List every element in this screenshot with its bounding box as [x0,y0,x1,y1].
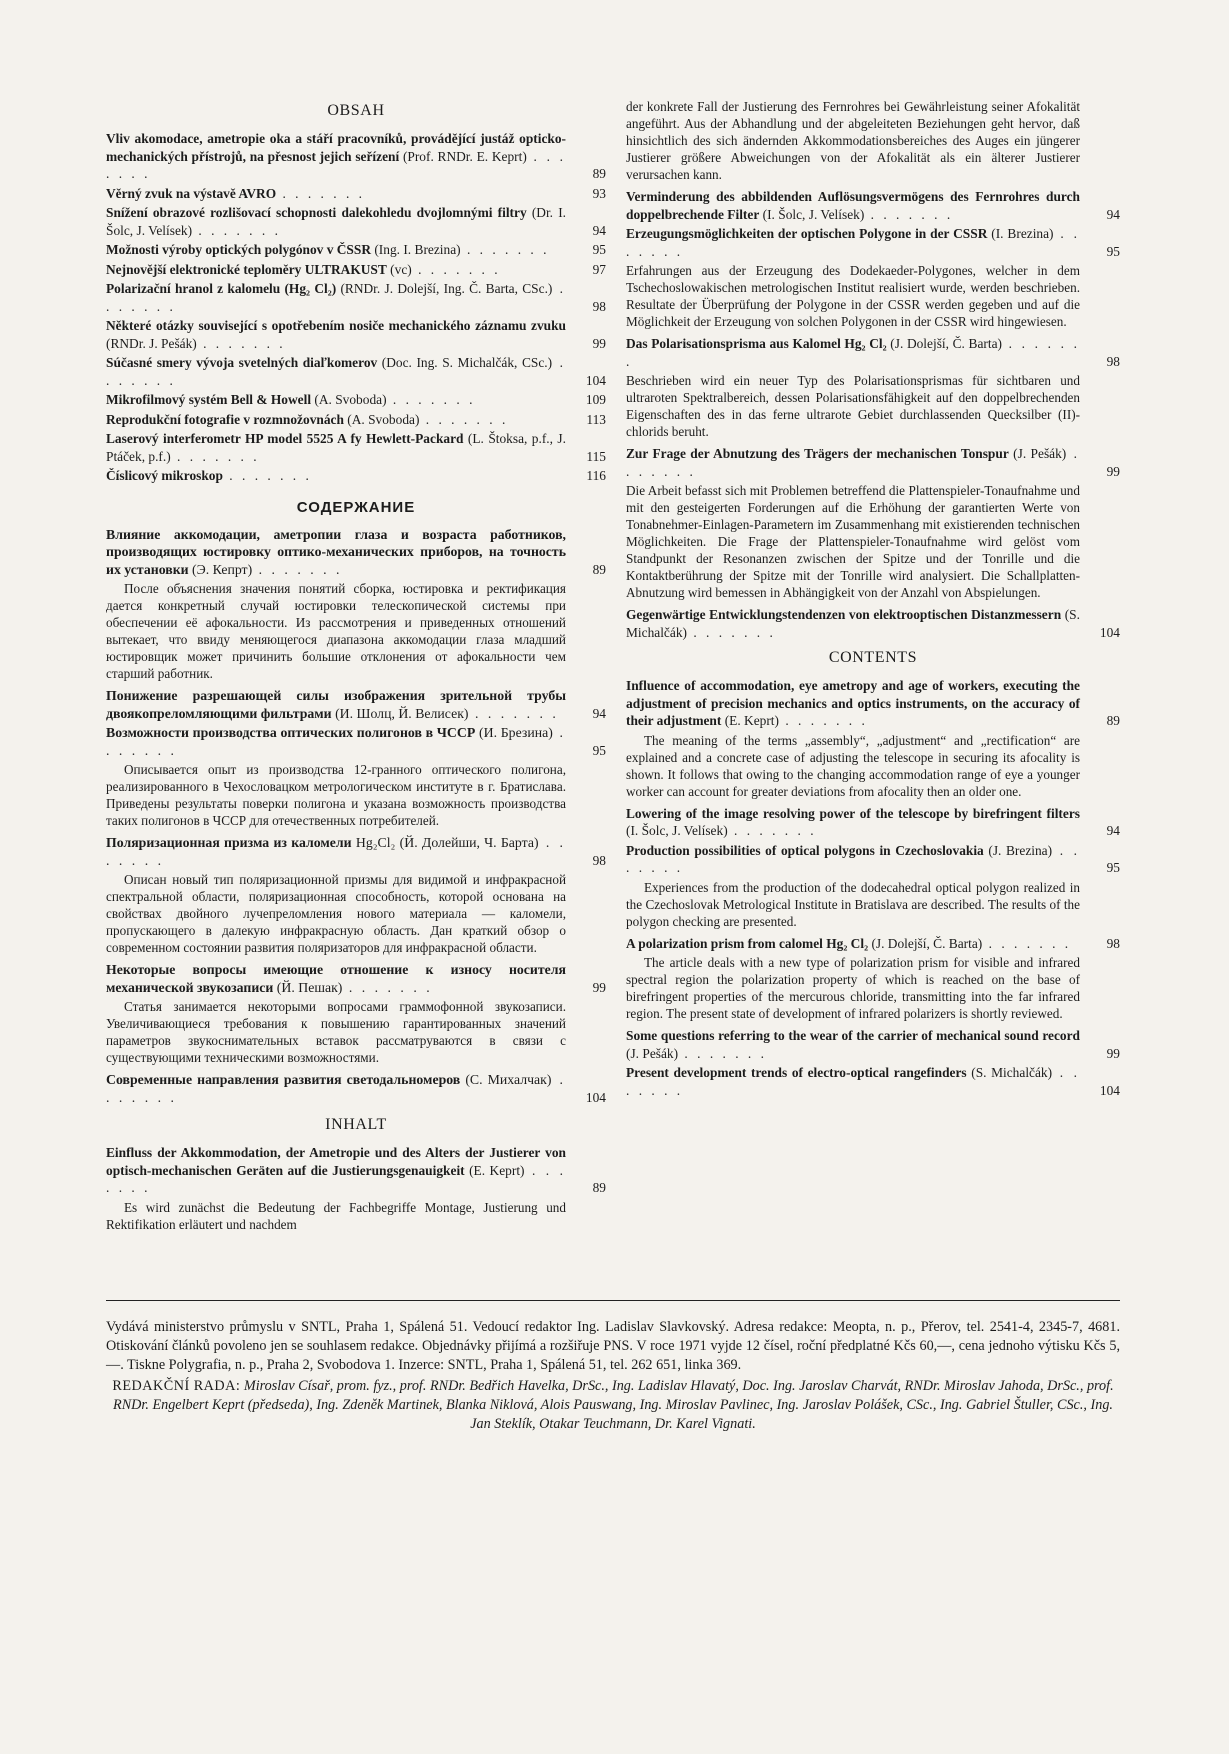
leader-dots: . . . . . . . [196,335,286,351]
entry-author: (I. Brezina) [987,226,1054,241]
leader-dots: . . . . . . . [982,935,1072,951]
entry-page-number: 89 [1106,713,1120,728]
toc-entry[interactable] [626,335,1120,370]
toc-entry[interactable] [626,1064,1120,1099]
contents-section [626,649,1120,1099]
entry-page-number: 104 [585,372,606,388]
entry-page-number: 98 [592,852,606,868]
toc-entry[interactable] [106,391,606,409]
toc-item [106,391,606,409]
entry-abstract: Experiences from the production of the dodecahedral optical polygon realized in the Czechoslovak Metrological Institute in Bratislava are described. The results of the polygon checking are presented. [626,879,1080,929]
leader-dots: . . . . . . . [386,392,476,407]
entry-page-number: 97 [592,261,606,277]
entry-title: Einfluss der Akkommodation, der Ametropie und des Alters der Justierer von optisch-mechanischen Geräten auf die Justierungsgenauigkeit [106,1145,566,1178]
leader-dots: . . . . . . . [276,185,365,201]
toc-item [106,687,606,722]
entry-author: (S. Michalčák) [966,1065,1053,1080]
entry-title-line [106,834,566,869]
left-column [106,100,606,1238]
toc-entry[interactable] [626,445,1120,480]
entry-title-line [106,354,566,389]
entry-title: Das Polarisationsprisma aus Kalomel Hg₂ Cl₂ [626,336,887,351]
toc-entry[interactable] [626,677,1120,730]
toc-item [626,935,1120,1023]
entry-title-line [106,130,566,183]
toc-item [106,204,606,239]
toc-entry[interactable] [106,280,606,315]
entry-title-line [106,724,566,759]
toc-item [106,241,606,259]
toc-item [626,1064,1120,1099]
toc-entry[interactable] [106,1071,606,1106]
toc-entry[interactable] [626,1027,1120,1062]
entry-title: Zur Frage der Abnutzung des Trägers der mechanischen Tonspur [626,446,1009,461]
entry-title-line [626,606,1080,641]
entry-title-line [106,391,566,409]
entry-title: Vliv akomodace, ametropie oka a stáří pracovníků, provádějící justáž opticko-mechanických přístrojů, na přesnost jejich seřízení [106,131,566,164]
leader-dots: . . . . . . . [106,148,566,181]
toc-entry[interactable] [106,130,606,183]
entry-author: (J. Pešák) [1008,446,1067,461]
leader-dots: . . . . . . . [106,725,566,758]
toc-item [106,724,606,829]
entry-title-line [626,842,1080,877]
footer-divider [106,1300,1120,1301]
entry-title: Lowering of the image resolving power of the telescope by birefringent filters [626,805,1080,821]
toc-entry[interactable] [106,261,606,279]
toc-item [106,411,606,429]
leader-dots: . . . . . . . [252,561,343,577]
toc-item [626,805,1120,840]
entry-title-line [106,687,566,722]
entry-page-number: 98 [592,298,606,314]
leader-dots: . . . . . . . [342,979,433,995]
entry-abstract: The article deals with a new type of polarization prism for visible and infrared spectral region the polarization property of which is reached on the base of birefringent properties of the mercurous chloride, transmitting into the far infrared region. The present state of development of infrared polarizers is shortly reviewed. [626,955,1080,1021]
leader-dots: . . . . . . . [460,242,550,257]
toc-item [106,1071,606,1106]
toc-item [106,261,606,279]
entry-title-line [626,335,1080,370]
leader-dots: . . . . . . . [626,446,1080,479]
entry-abstract: The meaning of the terms „assembly“, „adjustment“ and „rectification“ are explained and a concrete case of adjusting the telescope in securing its afocality is shown. It follows that owing to the changing accommodation range of eye a younger worker can account for greater deviations from afocality then an older one. [626,732,1080,799]
leader-dots: . . . . . . . [106,355,566,388]
toc-entry[interactable] [106,834,606,869]
entry-page-number: 99 [592,335,606,351]
toc-item [626,606,1120,641]
entry-author: (И. Брезина) [475,725,553,740]
entry-title: Поляризационная призма из каломели [106,835,352,850]
entry-page-number: 89 [592,1180,606,1195]
entry-author: (J. Brezina) [983,842,1053,858]
toc-item [106,961,606,1066]
entry-author: (A. Svoboda) [311,392,387,407]
entry-title-line [626,225,1080,260]
entry-page-number: 98 [1106,935,1120,951]
entry-page-number: 104 [1099,624,1120,640]
entry-author: (L. Štoksa, p.f., J. Ptáček, p.f.) [106,431,566,464]
entry-author: (Й. Пешак) [273,979,343,995]
entry-page-number: 95 [592,742,606,758]
entry-page-number: 99 [1106,463,1120,479]
entry-title-formula: Hg₂Cl₂ [351,835,396,850]
entry-page-number: 93 [592,185,606,201]
soderzhanie-section [106,499,606,1107]
entry-title: Современные направления развития светодальномеров [106,1072,461,1087]
contents-list [626,677,1120,1099]
toc-entry[interactable] [106,430,606,465]
entry-author: (J. Dolejší, Č. Barta) [868,935,983,951]
entry-title: Možnosti výroby optických polygónov v ČSSR [106,242,371,257]
entry-page-number: 95 [592,242,606,257]
entry-title-line [626,677,1080,730]
leader-dots: . . . . . . . [106,281,566,314]
editorial-board-label: REDAKČNÍ RADA: [112,1378,241,1394]
toc-entry[interactable] [106,467,606,485]
entry-author: (A. Svoboda) [343,411,420,427]
entry-title-line [626,1064,1080,1099]
entry-title-line [106,204,566,239]
entry-title: Věrný zvuk na výstavě AVRO [106,185,277,201]
entry-author: (S. Michalčák) [626,607,1080,640]
inhalt-continuation [626,98,1120,641]
entry-title: Понижение разрешающей силы изображения зрительной трубы двоякопреломляющими фильтрами [106,688,566,721]
leader-dots: . . . . . . . [864,206,954,222]
soderzhanie-list [106,526,606,1107]
entry-title: Влияние аккомодации, аметропии глаза и возраста работников, производящих юстировку оптико-механических приборов, на точность их установки [106,526,566,577]
entry-title: Polarizační hranol z kalomelu (Hg₂ Cl₂) [106,281,337,296]
entry-abstract: После объяснения значения понятий сборка, юстировка и ректификация дается конкретный случай юстировки телескопической системы при обеспечении её афокальности. Из рассмотрения и приведенных отношений вытекает, что ввиду меняющегося диапазона аккомодации глаза младший юстировщик может причинить большие отклонения от афокальности чем старший работник. [106,581,566,681]
leader-dots: . . . . . . . [727,823,817,838]
entry-title: Erzeugungsmöglichkeiten der optischen Polygone in der CSSR [626,226,988,241]
entry-author: (И. Шолц, Й. Велисек) [331,705,469,721]
entry-title: Некоторые вопросы имеющие отношение к износу носителя механической звукозаписи [106,962,566,995]
entry-author: (Й. Долейши, Ч. Барта) [395,835,539,850]
entry-title: Snížení obrazové rozlišovací schopnosti dalekohledu dvojlomnými filtry [106,205,527,220]
entry-page-number: 104 [1099,1082,1120,1098]
inhalt-heading: INHALT [325,1116,387,1133]
leader-dots: . . . . . . . [170,448,260,464]
entry-page-number: 89 [592,166,606,181]
entry-author: (E. Keprt) [721,713,779,728]
entry-title: Mikrofilmový systém Bell & Howell [106,392,312,407]
toc-item [626,335,1120,440]
toc-entry[interactable] [626,225,1120,260]
entry-title: Některé otázky související s opotřebením nosiče mechanického záznamu zvuku [106,318,566,333]
entry-title-line [106,961,566,996]
obsah-heading: OBSAH [327,102,385,119]
leader-dots: . . . . . . . [106,835,567,868]
entry-author: (I. Šolc, J. Velísek) [626,823,728,838]
entry-page-number: 95 [1106,243,1120,259]
leader-dots: . . . . . . . [222,468,312,483]
toc-entry[interactable] [106,961,606,996]
entry-title-line [106,280,566,315]
entry-abstract: Описывается опыт из производства 12-гранного оптического полигона, реализированного в Чехословацком метрологическом институте в г. Братислава. Приведены результаты поверки полигона и указана возможность производства таких полигонов в ЧССР для отечественных потребителей. [106,762,566,828]
toc-entry[interactable] [626,805,1120,840]
inhalt-continued-list [626,188,1120,641]
toc-entry[interactable] [626,188,1120,223]
inhalt-section [106,1116,606,1233]
entry-title: Some questions referring to the wear of the carrier of mechanical sound record [626,1028,1080,1043]
toc-entry[interactable] [106,317,606,352]
toc-entry[interactable] [106,241,606,259]
entry-page-number: 104 [585,1089,606,1105]
entry-title: Verminderung des abbildenden Auflösungsvermögens des Fernrohres durch doppelbrechende Filter [626,189,1080,222]
entry-title: Возможности производства оптических полигонов в ЧССР [106,725,476,740]
entry-title-line [106,467,566,485]
toc-item [626,188,1120,223]
entry-page-number: 94 [592,222,606,238]
entry-author: (E. Keprt) [464,1162,525,1178]
leader-dots: . . . . . . . [778,713,868,728]
leader-dots: . . . . . . . [626,336,1080,369]
publisher-info: Vydává ministerstvo průmyslu v SNTL, Praha 1, Spálená 51. Vedoucí redaktor Ing. Ladislav Slavkovský. Adresa redakce: Meopta, n. p., Přerov, tel. 2541-4, 2345-7, 4681. Otiskování článků povoleno jen se souhlasem redakce. Objednávky přijímá a rozšiřuje PNS. V roce 1971 vyjde 12 čísel, roční předplatné Kčs 60,—, cena jednoho výtisku Kčs 5,—. Tiskne Polygrafia, n. p., Praha 2, Svobodova 1. Inzerce: SNTL, Praha 1, Spálená 51, tel. 262 651, linka 369. [106,1319,1120,1373]
toc-item [106,834,606,956]
entry-author: (Э. Кепрт) [188,561,253,577]
entry-abstract: der konkrete Fall der Justierung des Fernrohres bei Gewährleistung seiner Afokalität angeführt. Aus der Abhandlung und der abgeleiteten Beziehungen geht hervor, daß hinsichtlich des sich ändernden Akkommodationsbereiches des Auges ein jüngerer Justierer größere Abweichungen von der Afokalität als ein älterer Justierer verursachen kann. [626,99,1080,182]
entry-title-line [106,411,566,429]
entry-author: (Dr. I. Šolc, J. Velísek) [106,205,566,238]
toc-item [106,1144,606,1233]
leader-dots: . . . . . . . [626,226,1081,259]
toc-entry[interactable] [626,935,1120,953]
entry-author: (J. Dolejší, Č. Barta) [886,336,1003,351]
entry-title: Laserový interferometr HP model 5525 A fy Hewlett-Packard [106,431,464,446]
obsah-list [106,130,606,485]
toc-entry[interactable] [106,526,606,579]
contents-heading: CONTENTS [828,649,918,666]
entry-page-number: 94 [592,705,606,721]
toc-entry[interactable] [106,724,606,759]
toc-item [106,430,606,465]
entry-title-line [106,241,566,259]
leader-dots: . . . . . . . [106,1162,566,1195]
toc-entry[interactable] [106,185,606,203]
entry-page-number: 95 [1106,860,1120,875]
entry-title-line [626,935,1080,953]
toc-entry[interactable] [626,606,1120,641]
imprint-footer [106,1318,1120,1436]
entry-title-line [106,1071,566,1106]
toc-entry[interactable] [106,687,606,722]
entry-title: Súčasné smery vývoja svetelných diaľkomerov [106,355,378,370]
entry-title-line [626,188,1080,223]
soderzhanie-heading: СОДЕРЖАНИЕ [296,498,416,516]
toc-item [626,677,1120,800]
entry-author: (J. Pešák) [626,1045,679,1061]
toc-item [626,1027,1120,1062]
toc-item [106,354,606,389]
inhalt-list [106,1144,606,1233]
entry-title-line [106,1144,566,1197]
entry-author: (Doc. Ing. S. Michalčák, CSc.) [377,355,553,370]
toc-entry[interactable] [106,411,606,429]
leader-dots: . . . . . . . [626,842,1081,875]
entry-page-number: 94 [1106,823,1120,838]
leader-dots: . . . . . . . [468,705,559,721]
toc-item [106,467,606,485]
entry-title: Gegenwärtige Entwicklungstendenzen von elektrooptischen Distanzmessern [626,607,1062,622]
toc-item [106,130,606,183]
toc-item [626,445,1120,601]
entry-title-line [106,185,566,203]
entry-page-number: 89 [592,561,606,577]
entry-author: (Ing. I. Brezina) [371,242,461,257]
toc-entry[interactable] [106,354,606,389]
entry-author: (vc) [386,261,412,277]
entry-title-line [106,261,566,279]
toc-item [106,317,606,352]
entry-abstract: Статья занимается некоторыми вопросами граммофонной звукозаписи. Увеличивающиеся требования к повышению гарантированных значений параметров звукоснимательных вставок рассматруваются в связи с существующими техническими возможностями. [106,999,566,1065]
entry-author: (I. Šolc, J. Velísek) [759,206,865,222]
toc-entry[interactable] [106,1144,606,1197]
entry-abstract: Es wird zunächst die Bedeutung der Fachbegriffe Montage, Justierung und Rektifikation erläutert und nachdem [106,1199,566,1232]
leader-dots: . . . . . . . [686,624,776,640]
entry-title-line [106,317,566,352]
entry-author: (RNDr. J. Pešák) [106,335,197,351]
entry-title: A polarization prism from calomel Hg₂ Cl₂ [626,935,869,951]
entry-author: (Prof. RNDr. E. Keprt) [399,148,527,164]
entry-author: (RNDr. J. Dolejší, Ing. Č. Barta, CSc.) [336,281,553,296]
leader-dots: . . . . . . . [626,1065,1081,1098]
entry-abstract: Erfahrungen aus der Erzeugung des Dodekaeder-Polygones, welcher in dem Tschechoslowakischen metrologischen Institut realisiert wurde, werden beschrieben. Resultate der Überprüfung der Polygone in der CSSR werden gegeben und auf die Möglichkeit der Erzeugung von solchen Polygonen in der CSSR wird hingewiesen. [626,263,1080,329]
entry-title: Present development trends of electro-optical rangefinders [626,1065,967,1080]
obsah-section [106,102,606,485]
entry-page-number: 116 [586,468,606,483]
entry-title: Nejnovější elektronické teploměry ULTRAKUST [106,261,387,277]
entry-page-number: 99 [1106,1045,1120,1061]
toc-entry[interactable] [626,842,1120,877]
leader-dots: . . . . . . . [419,411,509,427]
right-column [626,100,1120,1101]
entry-page-number: 99 [592,979,606,995]
toc-item [626,225,1120,330]
toc-item [106,185,606,203]
entry-title-line [626,445,1080,480]
entry-title: Influence of accommodation, eye ametropy and age of workers, executing the adjustment of precision mechanics and optics instruments, on the accuracy of their adjustment [626,678,1080,728]
toc-item [626,842,1120,930]
leader-dots: . . . . . . . [411,261,501,277]
toc-item [106,280,606,315]
leader-dots: . . . . . . . [678,1045,767,1061]
entry-title: Reprodukční fotografie v rozmnožovnách [106,411,344,427]
entry-page-number: 113 [586,411,606,427]
entry-page-number: 94 [1106,206,1120,222]
entry-page-number: 115 [586,448,606,464]
entry-title: Production possibilities of optical polygons in Czechoslovakia [626,842,984,858]
entry-page-number: 109 [585,392,606,407]
entry-author: (С. Михалчак) [460,1072,552,1087]
entry-title-line [106,430,566,465]
toc-entry[interactable] [106,204,606,239]
entry-title-line [106,526,566,579]
entry-abstract: Beschrieben wird ein neuer Typ des Polarisationsprismas für sichtbaren und ultraroten Spektralbereich, dessen Polarisationsfähigkeit auf den doppelbrechenden Eigenschaften des in das ferne ultrarote Gebiet durchlassenden Quecksilber (II)-chlorids beruht. [626,373,1080,439]
entry-title-line [626,1027,1080,1062]
editorial-board-members: Miroslav Císař, prom. fyz., prof. RNDr. Bedřich Havelka, DrSc., Ing. Ladislav Hlavatý, Doc. Ing. Jaroslav Charvát, RNDr. Miroslav Jahoda, DrSc., prof. RNDr. Engelbert Keprt (předseda), Ing. Zdeněk Martinek, Blanka Niklová, Alois Pauswang, Ing. Miroslav Pavlinec, Ing. Jaroslav Polášek, CSc., Ing. Gabriel Štuller, CSc., Ing. Jan Steklík, Otakar Teuchmann, Dr. Karel Vignati. [113,1378,1114,1432]
editorial-board [106,1377,1120,1434]
leader-dots: . . . . . . . [192,222,281,238]
leader-dots: . . . . . . . [106,1072,566,1105]
entry-title-line [626,805,1080,840]
toc-item [106,526,606,683]
entry-abstract: Описан новый тип поляризационной призмы для видимой и инфракрасной спектральной области, поляризационная способность, которой основана на свойствах двойного лучепреломления нового материала — каломели, пропускающего в далекую инфракрасную область. Дан краткий обзор о современном состоянии развития поляризаторов для инфракрасной области. [106,872,566,955]
entry-title: Číslicový mikroskop [106,468,223,483]
entry-page-number: 98 [1106,353,1120,369]
entry-abstract: Die Arbeit befasst sich mit Problemen betreffend die Plattenspieler-Tonaufnahme und mit den gesteigerten Forderungen auf die Erhöhung der garantierten Werte von Tonabnehmer-Einlagen-Parametern im Zusammenhang mit existierenden technischen Möglichkeiten. Die Frage der Plattenspieler-Tonaufnahme wird gelöst vom Standpunkt der Resonanzen zwischen der Spitze und der Tonrille und die Kontaktberührung der Spitze mit der Tonrille wird analysiert. Die Schallplatten-Abnutzung wird bemessen in Abhängigkeit von der Anzahl von Abspielungen. [626,483,1080,600]
